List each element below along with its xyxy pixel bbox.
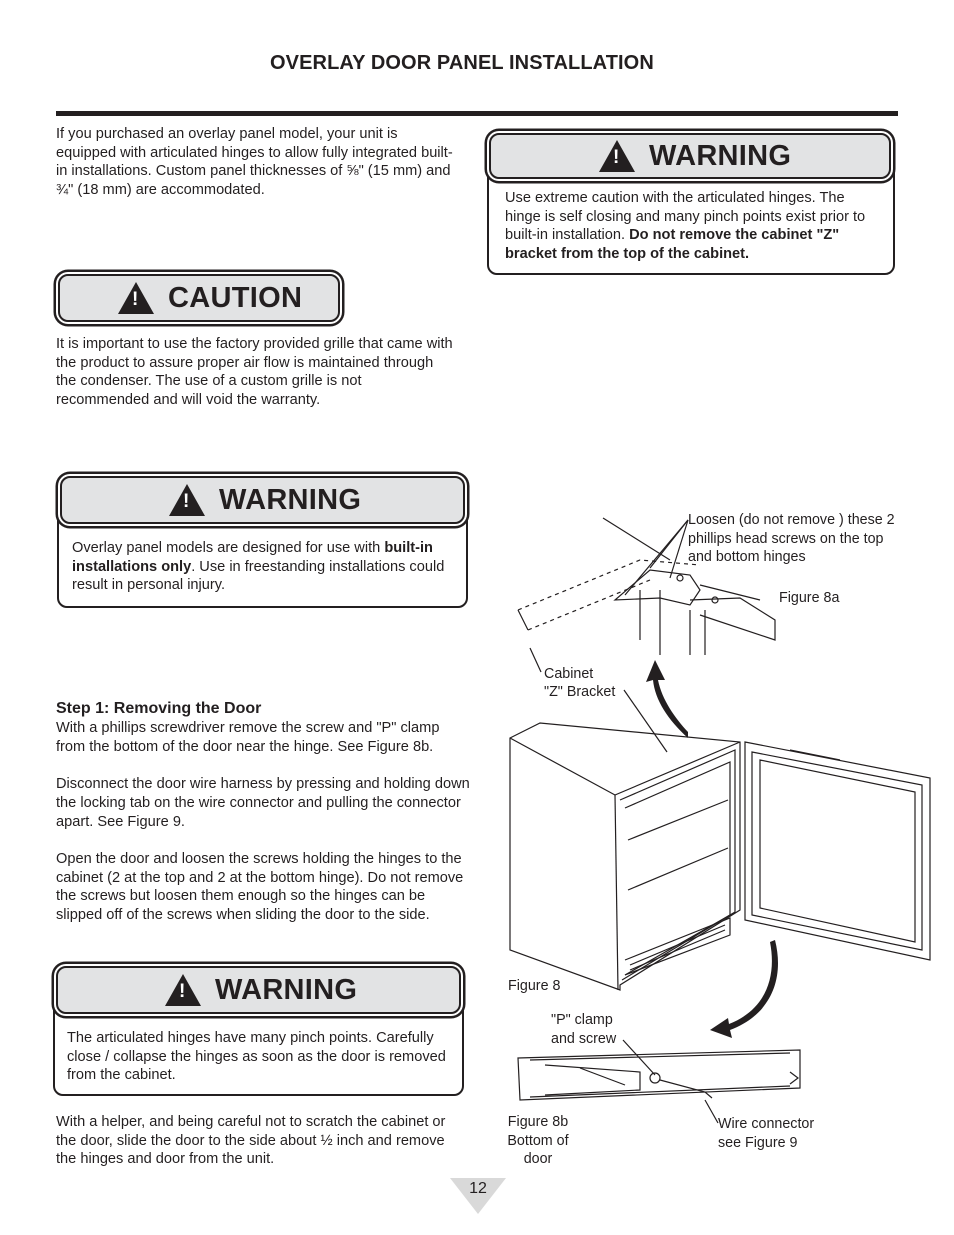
warning-bottom-label: WARNING (215, 973, 358, 1006)
wire-connector-label-1: Wire connector (718, 1116, 815, 1132)
caution-text: It is important to use the factory provided grille that came with the product to assure proper air flow is maintained through the condenser. The use of a custom grille is not recommended and will void the warranty. (56, 336, 453, 409)
figure-8-label: Figure 8 (508, 978, 561, 994)
figure-8b-line1: Figure 8b (507, 1114, 569, 1130)
cabinet-label: Cabinet (544, 666, 594, 682)
p-clamp-label-1: "P" clamp (551, 1012, 613, 1028)
warning-mid-label: WARNING (219, 483, 362, 516)
p-clamp-label-2: and screw (551, 1031, 617, 1047)
wire-connector-label-2: see Figure 9 (718, 1135, 798, 1151)
page-number: 12 (469, 1180, 487, 1197)
warning-mid-text-a: Overlay panel models are designed for use with (72, 540, 385, 556)
top-hinge-drawing (518, 518, 775, 655)
warning-icon: ! (165, 974, 201, 1006)
intro-paragraph: If you purchased an overlay panel model, your unit is equipped with articulated hinges to allow fully integrated built-in installations. Custom panel thicknesses of ⅝" (15 mm) and ¾" (18 mm) are accommodated. (56, 126, 453, 199)
warning-icon: ! (169, 484, 205, 516)
step1-heading: Step 1: Removing the Door (56, 700, 262, 717)
warning-top-text-bold: Do not remove the cabinet "Z" bracket from the top of the cabinet. (505, 227, 840, 263)
z-bracket-label: "Z" Bracket (544, 684, 616, 700)
step1-para2: Disconnect the door wire harness by pressing and holding down the locking tab on the wire connector and pulling the connector apart. See Figure 9. (56, 776, 470, 830)
cabinet-drawing (510, 723, 930, 990)
warning-mid-text-bold: built-in installations only (72, 540, 433, 575)
figure-8b-line2: Bottom of (507, 1132, 569, 1149)
warning-mid-text-b: . Use in freestanding installations could result in personal injury. (72, 558, 445, 594)
loosen-screws-note: Loosen (do not remove ) these 2 phillips head screws on the top and bottom hinges (688, 512, 895, 566)
page-title: OVERLAY DOOR PANEL INSTALLATION (270, 52, 654, 74)
step1-para3: Open the door and loosen the screws holding the hinges to the cabinet (2 at the top and 2 at the bottom hinge). Do not remove the screws but loosen them enough so the hinges can be slipped off of the screws when sliding the door to the side. (56, 850, 464, 923)
warning-bottom-text: The articulated hinges have many pinch points. Carefully close / collapse the hinges as soon as the door is removed from the cabinet. (67, 1030, 446, 1084)
warning-top-text-plain: Use extreme caution with the articulated hinges. The hinge is self closing and many pinch points exist prior to built-in installation. (505, 190, 866, 244)
step1-para1: With a phillips screwdriver remove the screw and "P" clamp from the bottom of the door near the hinge. See Figure 8b. (56, 720, 440, 755)
bottom-door-drawing (518, 1040, 800, 1123)
figure-8b-line3: door (523, 1151, 553, 1168)
final-paragraph: With a helper, and being careful not to scratch the cabinet or the door, slide the door to the side about ½ inch and remove the hinges and door from the unit. (56, 1114, 446, 1168)
figure-8a-label: Figure 8a (779, 590, 840, 606)
warning-icon: ! (599, 140, 635, 172)
caution-label: CAUTION (168, 281, 303, 314)
caution-icon: ! (118, 282, 154, 314)
warning-top-label: WARNING (649, 139, 792, 172)
